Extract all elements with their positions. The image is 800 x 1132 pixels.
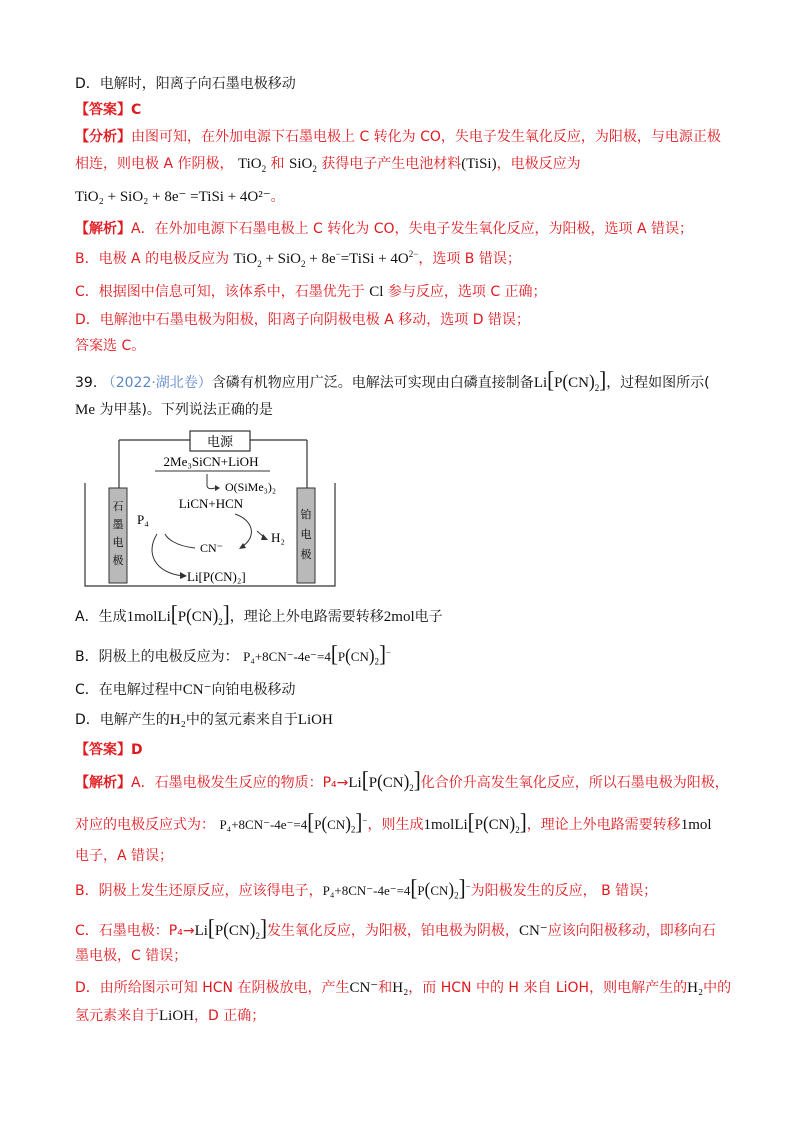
q39-jiexi-b bbox=[75, 874, 658, 902]
q39-stem-1 bbox=[75, 366, 710, 394]
analysis-text-2b: 和 bbox=[270, 156, 285, 172]
opt-a-text-2: ，理论上外电路需要转移 bbox=[229, 609, 384, 625]
power-label: 电源 bbox=[206, 434, 234, 449]
jx-a-text-1: A．石墨电极发生反应的物质：P₄→ bbox=[131, 775, 349, 791]
answer-tag: 【答案】 bbox=[75, 102, 131, 118]
q38-jiexi-b bbox=[75, 249, 521, 269]
jiexi-tag: 【解析】 bbox=[75, 775, 131, 791]
q39-option-c bbox=[75, 680, 296, 700]
jx-a-amount: 1mol bbox=[680, 817, 712, 833]
jx-b-equation: $P_4+8CN^--4e^-=4[P(CN)_2]^-$ bbox=[322, 874, 471, 902]
jx-a-mol-formula: $1molLi[P(CN)_2]$ bbox=[423, 808, 527, 836]
opt-a-text-1: A．生成 bbox=[75, 609, 127, 625]
q39-jiexi-d-2 bbox=[75, 1006, 265, 1026]
q38-answer bbox=[75, 100, 141, 120]
jx-a-text-2: 化合价升高发生氧化反应，所以石墨电极为阳极， bbox=[420, 775, 729, 791]
q38-option-d: D．电解时，阳离子向石墨电极移动 bbox=[75, 76, 296, 92]
jiexi-b-text-1: B．电极 A 的电极反应为 bbox=[75, 251, 230, 267]
jx-d-h2b: H₂ bbox=[687, 980, 704, 996]
jiexi-b-text-2: ，选项 B 错误； bbox=[418, 251, 521, 267]
jiexi-c-text-2: 参与反应，选项 C 正确； bbox=[387, 284, 547, 300]
q38-jiexi-a bbox=[75, 219, 693, 239]
opt-d-text-1: D．电解产生的 bbox=[75, 712, 170, 728]
jiexi-b-equation: TiO$_2$ + SiO$_2$ + 8e−=TiSi + $4O^{2-}$ bbox=[233, 249, 419, 269]
jx-a-text-3: 对应的电极反应式为： bbox=[75, 817, 215, 833]
product-label: Li[P(CN)₂] bbox=[187, 569, 246, 584]
q38-analysis-1 bbox=[75, 127, 721, 147]
answer-value: D bbox=[131, 742, 143, 758]
platinum-label-3: 极 bbox=[300, 549, 312, 561]
graphite-label-3: 电 bbox=[112, 537, 124, 549]
jx-d-text-5: ，D 正确； bbox=[194, 1008, 266, 1024]
analysis-text-1: 由图可知，在外加电源下石墨电极上 C 转化为 CO，失电子发生氧化反应，为阳极，与电源正极 bbox=[131, 129, 721, 145]
q39-jiexi-a-3: 电子，A 错误； bbox=[75, 848, 174, 864]
equation-end: 。 bbox=[270, 189, 285, 205]
jx-b-text-2: 为阳极发生的反应， bbox=[470, 883, 597, 899]
q39-option-a bbox=[75, 600, 443, 628]
graphite-label-1: 石 bbox=[112, 501, 124, 513]
cn-label: CN⁻ bbox=[200, 541, 224, 555]
q39-jiexi-d-1 bbox=[75, 978, 731, 998]
platinum-label-1: 铂 bbox=[300, 509, 312, 521]
opt-c-text-1: C．在电解过程中 bbox=[75, 682, 183, 698]
formula-tisi: (TiSi) bbox=[461, 156, 497, 172]
reagent-label: 2Me₃SiCN+LiOH bbox=[163, 454, 259, 469]
jiexi-a-text: A．在外加电源下石墨电极上 C 转化为 CO，失电子发生氧化反应，为阳极，选项 A 错误； bbox=[131, 221, 693, 237]
formula-me: Me bbox=[75, 402, 95, 418]
jx-d-text-2: ，而 HCN 中的 H 来自 LiOH，则电解产生的 bbox=[408, 980, 688, 996]
analysis-text-2a: 相连，则电极 A 作阴极， bbox=[75, 156, 234, 172]
stem-text-1b: ，过程如图所示( bbox=[606, 375, 710, 391]
jiexi-tag: 【解析】 bbox=[75, 221, 131, 237]
opt-d-h2: H₂ bbox=[169, 712, 186, 728]
graphite-label-2: 墨 bbox=[112, 519, 124, 531]
question-number: 39. bbox=[75, 375, 98, 391]
electrolysis-diagram bbox=[75, 428, 355, 588]
jx-c-formula: $Li[P(CN)_2]$ bbox=[194, 914, 267, 942]
q39-jiexi-c-2: 墨电极，C 错误； bbox=[75, 948, 188, 964]
byproduct-label: O(SiMe₃)₂ bbox=[225, 480, 277, 494]
q39-stem-2 bbox=[75, 400, 273, 420]
h2-label: H₂ bbox=[271, 530, 285, 545]
jx-d-h2: H₂ bbox=[392, 980, 409, 996]
jx-d-text-3: 中的 bbox=[703, 980, 732, 996]
analysis-text-2d: ，电极反应为 bbox=[496, 156, 581, 172]
graphite-label-4: 极 bbox=[112, 555, 124, 567]
q39-jiexi-a-1 bbox=[75, 766, 729, 794]
answer-tag: 【答案】 bbox=[75, 742, 131, 758]
jx-b-text-1: B．阴极上发生还原反应，应该得电子， bbox=[75, 883, 323, 899]
jx-d-and: 和 bbox=[378, 980, 393, 996]
stem-text-1: 含磷有机物应用广泛。电解法可实现由白磷直接制备 bbox=[211, 375, 534, 391]
opt-b-text: B．阴极上的电极反应为： bbox=[75, 649, 239, 665]
q39-jiexi-c-1 bbox=[75, 914, 716, 942]
jx-a-text-5: ，理论上外电路需要转移 bbox=[526, 817, 681, 833]
jx-c-text-1: C．石墨电极：P₄→ bbox=[75, 923, 195, 939]
answer-value: C bbox=[131, 102, 142, 118]
jx-d-text-4: 氢元素来自于 bbox=[75, 1008, 159, 1024]
opt-b-equation: $P_4+8CN^--4e^-=4[P(CN)_2]^-$ bbox=[243, 640, 392, 668]
formula-li-pcn2: $Li[P(CN)_2]$ bbox=[533, 366, 607, 394]
q39-answer bbox=[75, 740, 143, 760]
q38-jiexi-d: D．电解池中石墨电极为阳极，阳离子向阴极电极 A 移动，选项 D 错误； bbox=[75, 312, 530, 328]
jx-c-text-3: 应该向阳极移动，即移向石 bbox=[547, 923, 716, 939]
formula-tio2: TiO$_2$ bbox=[237, 156, 267, 174]
analysis-tag: 【分析】 bbox=[75, 129, 131, 145]
opt-a-text-4: 电子 bbox=[414, 609, 443, 625]
equation-text: TiO₂ + SiO₂ + 8e⁻ =TiSi + 4O²⁻ bbox=[75, 189, 271, 205]
opt-d-lioh: LiOH bbox=[297, 712, 333, 728]
opt-c-text-2: 向铂电极移动 bbox=[211, 682, 296, 698]
formula-sio2: SiO$_2$ bbox=[288, 156, 317, 174]
q38-final: 答案选 C。 bbox=[75, 338, 146, 354]
formula-cl: Cl bbox=[369, 284, 384, 300]
jx-d-text-1: D．由所给图示可知 HCN 在阴极放电，产生 bbox=[75, 980, 350, 996]
jx-a-formula: $Li[P(CN)_2]$ bbox=[348, 766, 421, 794]
q38-analysis-2 bbox=[75, 154, 581, 174]
opt-a-formula: $1molLi[P(CN)_2]$ bbox=[126, 600, 230, 628]
stem-text-2: 为甲基)。下列说法正确的是 bbox=[99, 402, 273, 418]
jx-b-text-3: B 错误； bbox=[601, 883, 658, 899]
jx-d-lioh: LiOH bbox=[159, 1008, 194, 1024]
q38-jiexi-c bbox=[75, 282, 547, 302]
jx-d-cn: CN⁻ bbox=[349, 980, 379, 996]
question-source: （2022·湖北卷） bbox=[101, 375, 212, 391]
platinum-label-2: 电 bbox=[300, 529, 312, 541]
opt-d-text-2: 中的氢元素来自于 bbox=[185, 712, 298, 728]
q38-equation-1 bbox=[75, 187, 285, 207]
jx-c-text-2: 发生氧化反应，为阳极，铂电极为阴极， bbox=[266, 923, 519, 939]
analysis-text-2c: 获得电子产生电池材料 bbox=[321, 156, 462, 172]
q39-option-b bbox=[75, 640, 392, 668]
opt-a-amount: 2mol bbox=[383, 609, 415, 625]
q39-jiexi-a-2 bbox=[75, 808, 712, 836]
q39-option-d bbox=[75, 710, 333, 730]
p4-label: P₄ bbox=[137, 512, 149, 527]
jx-a-equation: $P_4+8CN^--4e^-=4[P(CN)_2]^-$ bbox=[219, 808, 368, 836]
intermediate-label: LiCN+HCN bbox=[178, 496, 244, 511]
jx-c-cn: CN⁻ bbox=[518, 923, 548, 939]
opt-c-cn: CN⁻ bbox=[182, 682, 212, 698]
jiexi-c-text-1: C．根据图中信息可知，该体系中，石墨优先于 bbox=[75, 284, 365, 300]
jx-a-text-4: ，则生成 bbox=[367, 817, 424, 833]
